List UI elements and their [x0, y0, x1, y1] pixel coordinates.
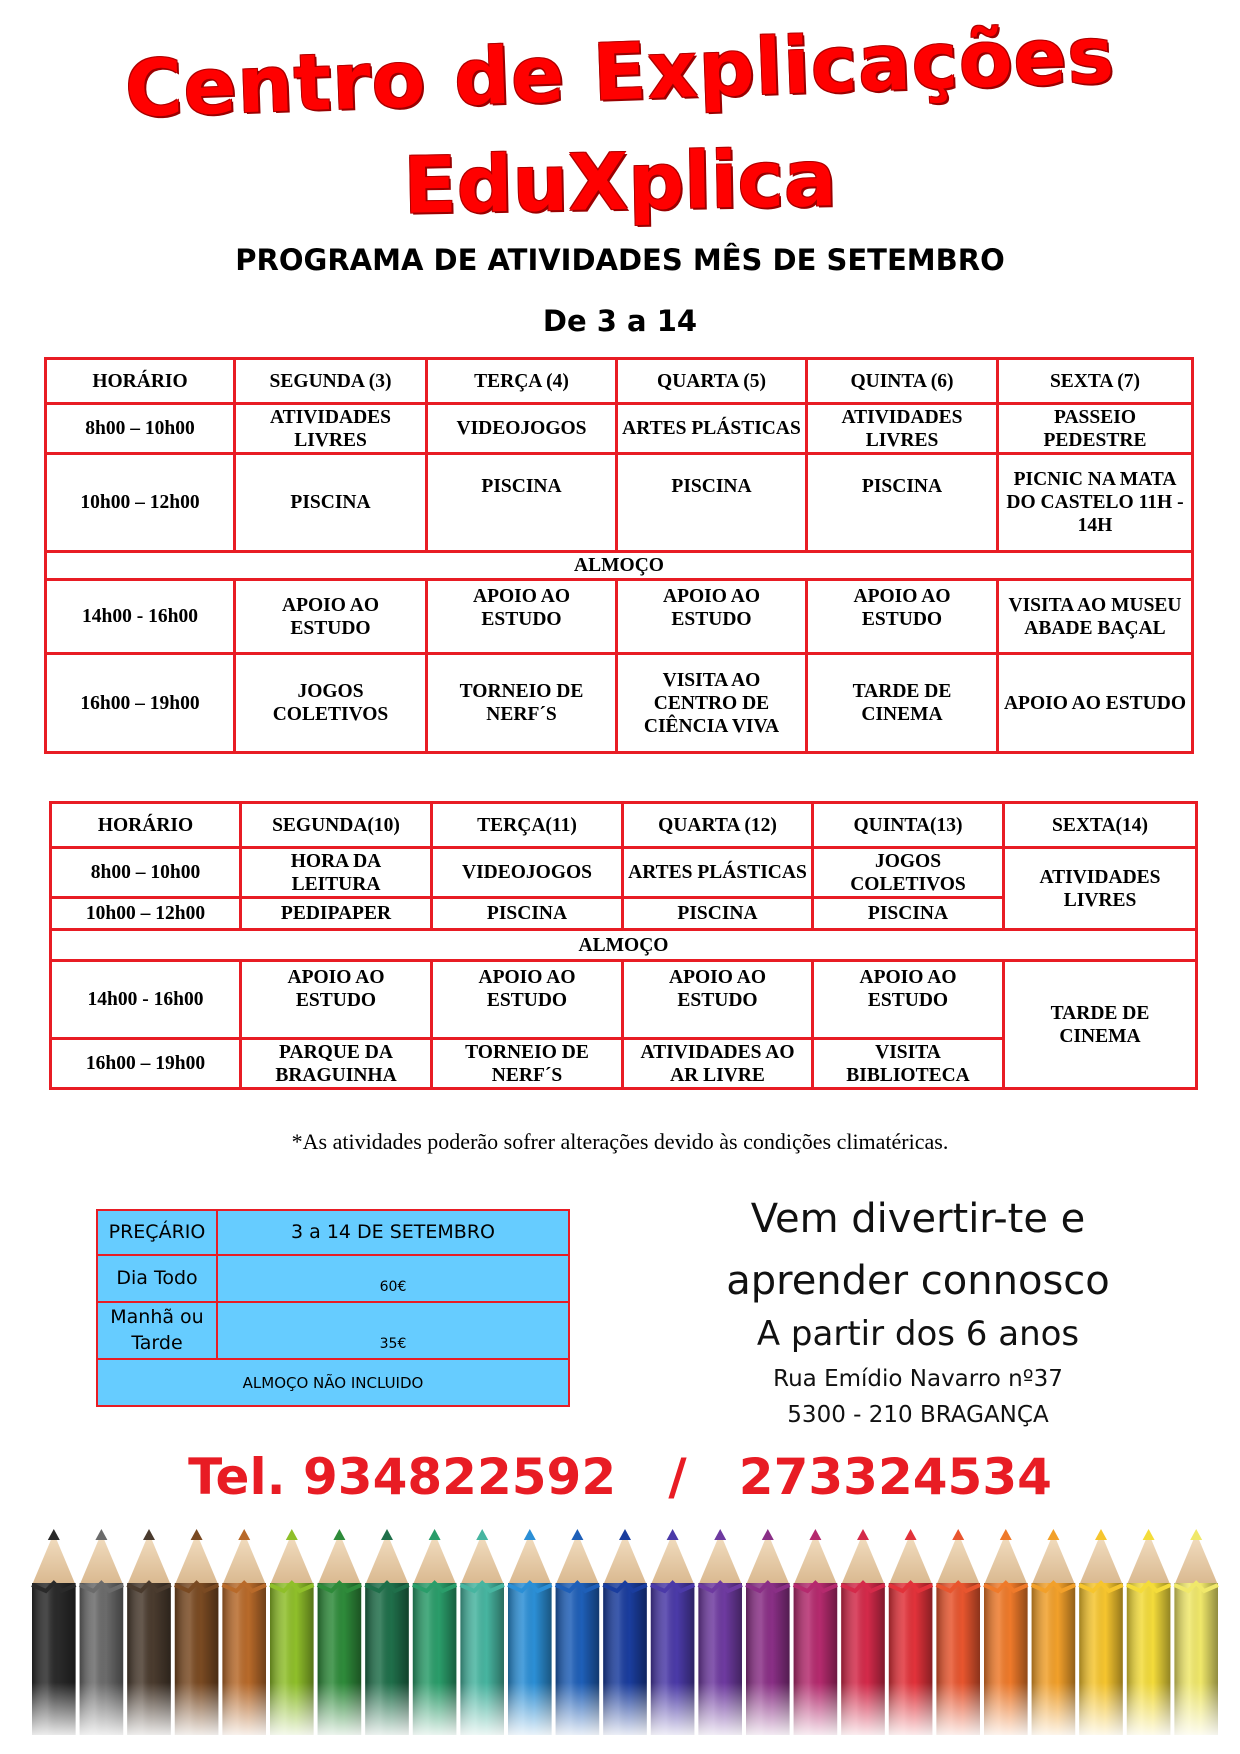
activity-cell: APOIO AO ESTUDO	[432, 961, 623, 1039]
date-range: De 3 a 14	[542, 304, 698, 338]
table-row	[46, 404, 1193, 454]
activity-cell: PISCINA	[623, 898, 813, 930]
address-city: 5300 - 210 BRAGANÇA	[787, 1402, 1049, 1428]
activity-cell: TORNEIO DE NERF´S	[427, 654, 617, 753]
activity-cell: APOIO AO ESTUDO	[241, 961, 432, 1039]
time-cell: 16h00 – 19h00	[51, 1039, 241, 1089]
time-cell: 10h00 – 12h00	[46, 454, 235, 552]
header-cell: SEGUNDA (3)	[235, 359, 427, 404]
time-cell: 14h00 - 16h00	[46, 580, 235, 654]
header-cell: HORÁRIO	[46, 359, 235, 404]
activity-cell: PISCINA	[617, 454, 807, 552]
time-cell: 16h00 – 19h00	[46, 654, 235, 753]
activity-cell: TORNEIO DE NERF´S	[432, 1039, 623, 1089]
price-header-row	[97, 1210, 569, 1255]
center-title: Centro de Explicações	[123, 10, 1117, 136]
price-label: Dia Todo	[97, 1255, 217, 1302]
activity-cell: APOIO AO ESTUDO	[427, 580, 617, 654]
activity-cell: HORA DA LEITURA	[241, 848, 432, 898]
colored-pencils-image	[30, 1525, 1220, 1735]
activity-cell: VIDEOJOGOS	[432, 848, 623, 898]
activity-cell: PARQUE DA BRAGUINHA	[241, 1039, 432, 1089]
activity-cell: JOGOS COLETIVOS	[235, 654, 427, 753]
price-header-label: PREÇÁRIO	[97, 1210, 217, 1255]
header-cell: SEXTA(14)	[1004, 803, 1197, 848]
schedule-week-2	[49, 801, 1198, 1090]
time-cell: 8h00 – 10h00	[51, 848, 241, 898]
activity-cell: APOIO AO ESTUDO	[807, 580, 998, 654]
price-footer-row	[97, 1359, 569, 1406]
header-cell: HORÁRIO	[51, 803, 241, 848]
header-cell: QUARTA (12)	[623, 803, 813, 848]
activity-cell: APOIO AO ESTUDO	[623, 961, 813, 1039]
header-cell: SEGUNDA(10)	[241, 803, 432, 848]
time-cell: 14h00 - 16h00	[51, 961, 241, 1039]
activity-cell: VISITA AO CENTRO DE CIÊNCIA VIVA	[617, 654, 807, 753]
activity-cell: APOIO AO ESTUDO	[617, 580, 807, 654]
address-street: Rua Emídio Navarro nº37	[773, 1366, 1063, 1392]
activity-cell: PASSEIO PEDESTRE	[998, 404, 1193, 454]
activity-cell: TARDE DE CINEMA	[807, 654, 998, 753]
header-cell: SEXTA (7)	[998, 359, 1193, 404]
activity-cell: PEDIPAPER	[241, 898, 432, 930]
lunch-cell: ALMOÇO	[51, 930, 1197, 961]
lunch-row	[51, 930, 1197, 961]
header-cell: TERÇA(11)	[432, 803, 623, 848]
table-row	[46, 580, 1193, 654]
activity-cell: PISCINA	[427, 454, 617, 552]
activity-cell: PISCINA	[807, 454, 998, 552]
program-title: PROGRAMA DE ATIVIDADES MÊS DE SETEMBRO	[235, 243, 1005, 277]
table-row	[51, 848, 1197, 898]
activity-cell: APOIO AO ESTUDO	[235, 580, 427, 654]
activity-cell: PICNIC NA MATA DO CASTELO 11H - 14H	[998, 454, 1193, 552]
time-cell: 8h00 – 10h00	[46, 404, 235, 454]
activity-cell: ATIVIDADES AO AR LIVRE	[623, 1039, 813, 1089]
activity-cell: APOIO AO ESTUDO	[998, 654, 1193, 753]
price-table	[96, 1209, 570, 1407]
table-header-row	[46, 359, 1193, 404]
activity-cell: APOIO AO ESTUDO	[813, 961, 1004, 1039]
activity-cell: ATIVIDADES LIVRES	[1004, 848, 1197, 930]
table-row	[46, 654, 1193, 753]
age-note: A partir dos 6 anos	[756, 1314, 1080, 1354]
table-header-row	[51, 803, 1197, 848]
schedule-week-1	[44, 357, 1194, 754]
phone-numbers: Tel. 934822592 / 273324534	[188, 1448, 1052, 1506]
activity-cell: VISITA AO MUSEU ABADE BAÇAL	[998, 580, 1193, 654]
price-footer: ALMOÇO NÃO INCLUIDO	[97, 1359, 569, 1406]
activity-cell: TARDE DE CINEMA	[1004, 961, 1197, 1089]
promo-line-1: Vem divertir-te e	[750, 1196, 1086, 1242]
activity-cell: ARTES PLÁSTICAS	[617, 404, 807, 454]
promo-line-2: aprender connosco	[726, 1258, 1110, 1304]
activity-cell: VISITA BIBLIOTECA	[813, 1039, 1004, 1089]
price-value: 60€	[217, 1255, 569, 1302]
activity-cell: PISCINA	[432, 898, 623, 930]
header-cell: QUINTA (6)	[807, 359, 998, 404]
table-row	[51, 961, 1197, 1039]
header-cell: QUARTA (5)	[617, 359, 807, 404]
activity-cell: ARTES PLÁSTICAS	[623, 848, 813, 898]
header-cell: TERÇA (4)	[427, 359, 617, 404]
price-label: Manhã ou Tarde	[97, 1302, 217, 1359]
price-header-period: 3 a 14 DE SETEMBRO	[217, 1210, 569, 1255]
header-cell: QUINTA(13)	[813, 803, 1004, 848]
brand-name: EduXplica	[402, 134, 838, 232]
price-row	[97, 1302, 569, 1359]
activity-cell: ATIVIDADES LIVRES	[807, 404, 998, 454]
price-value: 35€	[217, 1302, 569, 1359]
lunch-row	[46, 552, 1193, 580]
lunch-cell: ALMOÇO	[46, 552, 1193, 580]
activity-cell: PISCINA	[235, 454, 427, 552]
activity-cell: PISCINA	[813, 898, 1004, 930]
activity-cell: JOGOS COLETIVOS	[813, 848, 1004, 898]
time-cell: 10h00 – 12h00	[51, 898, 241, 930]
activity-cell: ATIVIDADES LIVRES	[235, 404, 427, 454]
price-row	[97, 1255, 569, 1302]
activity-cell: VIDEOJOGOS	[427, 404, 617, 454]
table-row	[46, 454, 1193, 552]
weather-disclaimer: *As atividades poderão sofrer alterações devido às condições climatéricas.	[291, 1129, 949, 1154]
